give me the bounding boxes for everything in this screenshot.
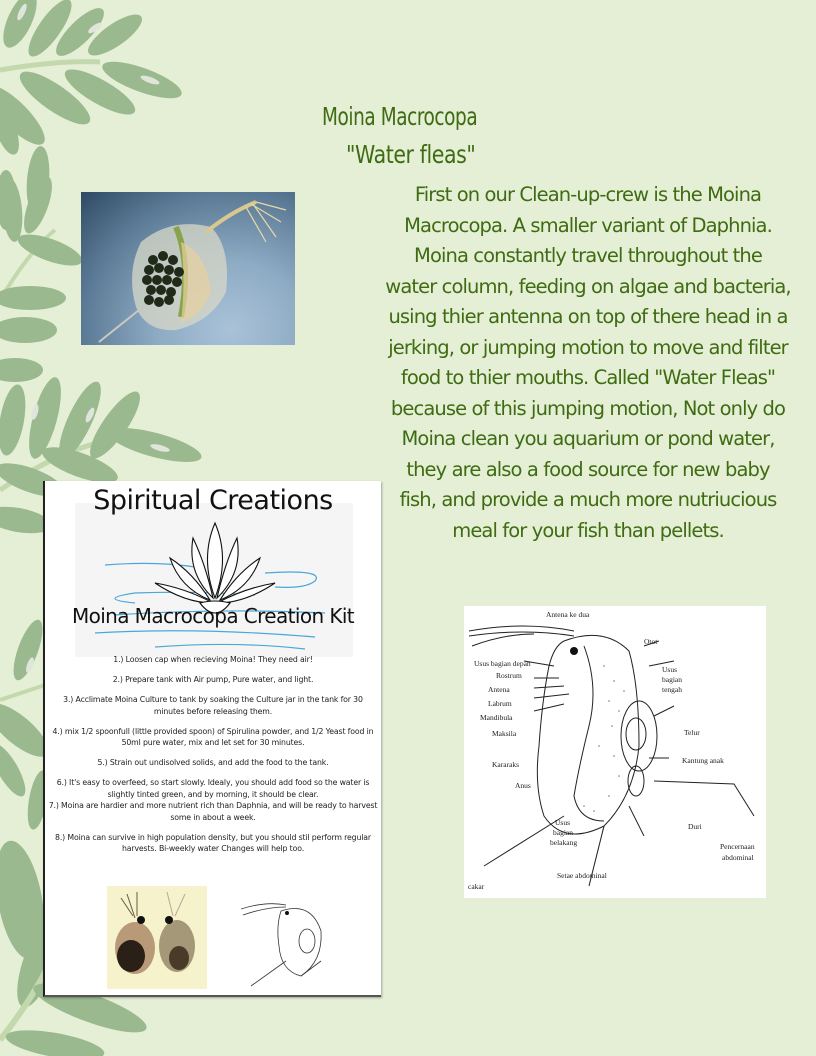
intro-line: Moina clean you aquarium or pond water,: [401, 427, 775, 450]
page-title: Moina Macrocopa: [322, 102, 478, 131]
label-usus-belakang-3: belakang: [550, 838, 578, 847]
anatomy-diagram: [464, 606, 766, 898]
intro-line: jerking, or jumping motion to move and filter: [388, 335, 788, 359]
intro-line: Moina constantly travel throughout the: [414, 244, 762, 267]
label-usus-tengah-1: Usus: [662, 665, 678, 674]
label-usus-belakang-2: bagian: [553, 828, 573, 837]
kit-instructions: [47, 654, 379, 863]
kit-step: 7.) Moina are hardier and more nutrient rich than Daphnia, and will be ready to harvest some in about a week.: [48, 801, 378, 822]
moina-photo: [81, 192, 295, 345]
creation-kit-card: [43, 481, 381, 997]
label-kantung-anak: Kantung anak: [682, 756, 724, 765]
intro-line: food to thier mouths. Called "Water Fleas": [400, 366, 776, 389]
label-kararaks: Kararaks: [492, 760, 520, 769]
label-usus-tengah-3: tengah: [662, 685, 682, 694]
label-rostrum: Rostrum: [496, 671, 522, 680]
intro-line: they are also a food source for new baby: [406, 457, 770, 481]
kit-step: 5.) Strain out undisolved solids, and add the food to the tank.: [97, 758, 329, 767]
kit-title: Moina Macrocopa Creation Kit: [71, 604, 355, 628]
intro-line: because of this jumping motion, Not only do: [390, 396, 786, 420]
label-maksila: Maksila: [492, 729, 517, 738]
kit-step: 2.) Prepare tank with Air pump, Pure water, and light.: [112, 675, 314, 684]
label-otot: Otot: [644, 637, 658, 646]
kit-brand: Spiritual Creations: [93, 485, 333, 516]
kit-anatomy-diagram: [241, 891, 351, 991]
kit-step: 8.) Moina can survive in high population density, but you should stil perform regular harvests. Bi-weekly water Changes will help too.: [55, 832, 371, 853]
kit-step: 4.) mix 1/2 spoonfull (little provided spoon) of Spirulina powder, and 1/2 Yeast food in 50ml pure water, mix and let set for 30 minutes.: [52, 726, 374, 747]
label-telur: Telur: [684, 728, 700, 737]
label-antena: Antena: [488, 685, 510, 694]
label-cakar: cakar: [468, 882, 485, 891]
kit-step: 3.) Acclimate Moina Culture to tank by soaking the Culture jar in the tank for 30 minutes before releasing them.: [63, 695, 363, 716]
intro-line: fish, and provide a much more nutriucious: [399, 488, 777, 511]
intro-paragraph: [372, 180, 804, 546]
label-usus-tengah-2: bagian: [662, 675, 682, 684]
label-anus: Anus: [515, 781, 531, 790]
intro-line: meal for your fish than pellets.: [452, 518, 724, 542]
label-mandibula: Mandibula: [480, 713, 513, 722]
label-labrum: Labrum: [488, 699, 512, 708]
label-usus-belakang-1: Usus: [555, 818, 571, 827]
intro-line: Macrocopa. A smaller variant of Daphnia.: [404, 213, 772, 237]
label-antena-ke-dua: Antena ke dua: [546, 610, 590, 619]
kit-moina-photo: [107, 886, 207, 989]
intro-line: water column, feeding on algae and bacteria,: [385, 274, 791, 298]
lotus-illustration: [75, 503, 353, 657]
kit-step: 6.) It's easy to overfeed, so start slowly. Idealy, you should add food so the water is slightly tinted green, and by morning, it should be clear.: [56, 778, 370, 799]
intro-line: using thier antenna on top of there head in a: [388, 305, 788, 328]
intro-line: First on our Clean-up-crew is the Moina: [414, 183, 762, 206]
label-duri: Duri: [688, 822, 702, 831]
kit-step: 1.) Loosen cap when recieving Moina! They need air!: [113, 655, 313, 664]
page-subtitle: "Water fleas": [346, 140, 476, 169]
label-pencernaan-2: abdominal: [722, 853, 754, 862]
label-setae-abdominal: Setae abdominal: [557, 871, 607, 880]
label-pencernaan-1: Pencernaan: [720, 842, 755, 851]
label-usus-bagian-depan: Usus bagian depan: [474, 659, 531, 668]
